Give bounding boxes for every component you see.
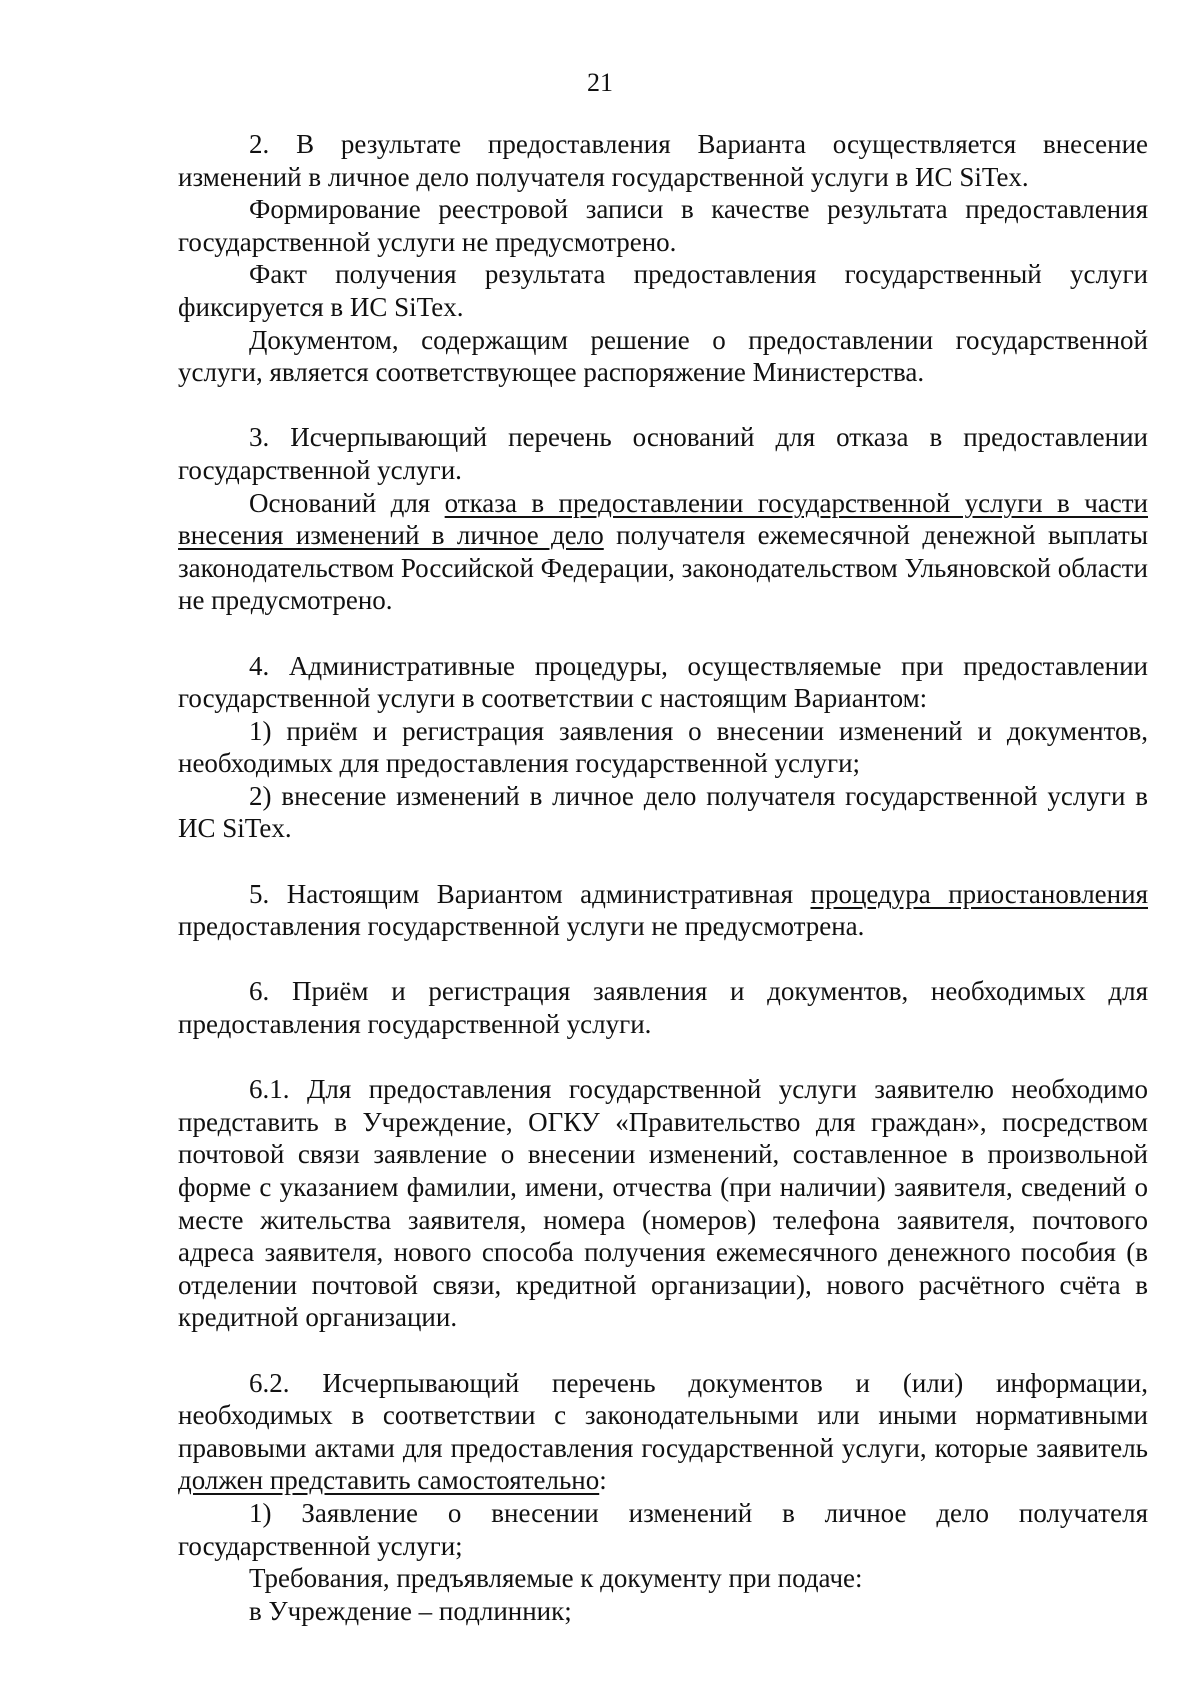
paragraph-text: 5. Настоящим Вариантом административная	[249, 878, 811, 909]
underlined-text: отказа в предоставлении государственной услуги в части внесения изменений в личное дело	[178, 487, 1148, 551]
paragraph-6-2	[178, 1367, 1148, 1497]
paragraph-text: 6. Приём и регистрация заявления и документов, необходимых для предоставления государственной услуги.	[178, 976, 1148, 1040]
paragraph-fact-recording	[178, 258, 1148, 323]
paragraph-refusal-grounds-heading	[178, 421, 1148, 486]
paragraph-text: 6.1. Для предоставления государственной услуги заявителю необходимо представить в Учреждение, ОГКУ «Правительство для граждан», посредством почтовой связи заявление о внесении изменений, составленное в произвольной форме с указанием фамилии, имени, отчества (при наличии) заявителя, сведений о месте жительства заявителя, номера (номеров) телефона заявителя, почтового адреса заявителя, нового способа получения ежемесячного денежного пособия (в отделении почтовой связи, кредитной организации), нового расчётного счёта в кредитной организации.	[178, 1074, 1148, 1333]
list-item-procedure-2	[178, 780, 1148, 845]
paragraph-text: 4. Административные процедуры, осуществляемые при предоставлении государственной услуги в соответствии с настоящим Вариантом:	[178, 650, 1148, 714]
paragraph-text: в Учреждение – подлинник;	[249, 1595, 572, 1626]
paragraph-text: 6.2. Исчерпывающий перечень документов и (или) информации, необходимых в соответствии с законодательными или иными нормативными правовыми актами для предоставления государственной услуги, которые заявитель	[178, 1367, 1148, 1463]
paragraph-text: Документом, содержащим решение о предоставлении государственной услуги, является соответствующее распоряжение Министерства.	[178, 324, 1148, 388]
paragraph-6-1	[178, 1073, 1148, 1334]
document-body	[178, 128, 1148, 1627]
underlined-text: должен представить самостоятельно	[178, 1465, 600, 1496]
paragraph-reception-heading	[178, 975, 1148, 1040]
paragraph-refusal-grounds	[178, 487, 1148, 617]
paragraph-text: 2) внесение изменений в личное дело получателя государственной услуги в ИС SiTex.	[178, 780, 1148, 844]
paragraph-text: Факт получения результата предоставления государственный услуги фиксируется в ИС SiTex.	[178, 259, 1148, 322]
paragraph-original	[178, 1595, 1148, 1628]
paragraph-text: 1) Заявление о внесении изменений в личное дело получателя государственной услуги;	[178, 1497, 1148, 1561]
paragraph-requirements	[178, 1562, 1148, 1595]
paragraph-text: 2. В результате предоставления Варианта осуществляется внесение изменений в личное дело получателя государственной услуги в ИС SiTex.	[178, 129, 1148, 192]
paragraph-text: Формирование реестровой записи в качестве результата предоставления государственной услуги не предусмотрено.	[178, 194, 1148, 257]
paragraph-registry-record	[178, 193, 1148, 258]
underlined-text: процедура приостановления	[810, 878, 1148, 909]
paragraph-text: Требования, предъявляемые к документу при подаче:	[249, 1563, 863, 1594]
paragraph-text: 1) приём и регистрация заявления о внесении изменений и документов, необходимых для предоставления государственной услуги;	[178, 715, 1148, 779]
paragraph-text: 3. Исчерпывающий перечень оснований для отказа в предоставлении государственной услуги.	[178, 422, 1148, 485]
paragraph-text: предоставления государственной услуги не предусмотрена.	[178, 911, 865, 942]
paragraph-text: получателя ежемесячной денежной выплаты законодательством Российской Федерации, законодательством Ульяновской области не предусмотрено.	[178, 520, 1148, 616]
paragraph-text: Оснований для	[249, 487, 445, 518]
list-item-application	[178, 1497, 1148, 1562]
paragraph-admin-procedures-heading	[178, 650, 1148, 715]
paragraph-text: :	[599, 1465, 607, 1496]
paragraph-decision-document	[178, 324, 1148, 389]
paragraph-suspension	[178, 878, 1148, 943]
list-item-procedure-1	[178, 715, 1148, 780]
page-number: 21	[587, 68, 613, 97]
paragraph-result	[178, 128, 1148, 193]
